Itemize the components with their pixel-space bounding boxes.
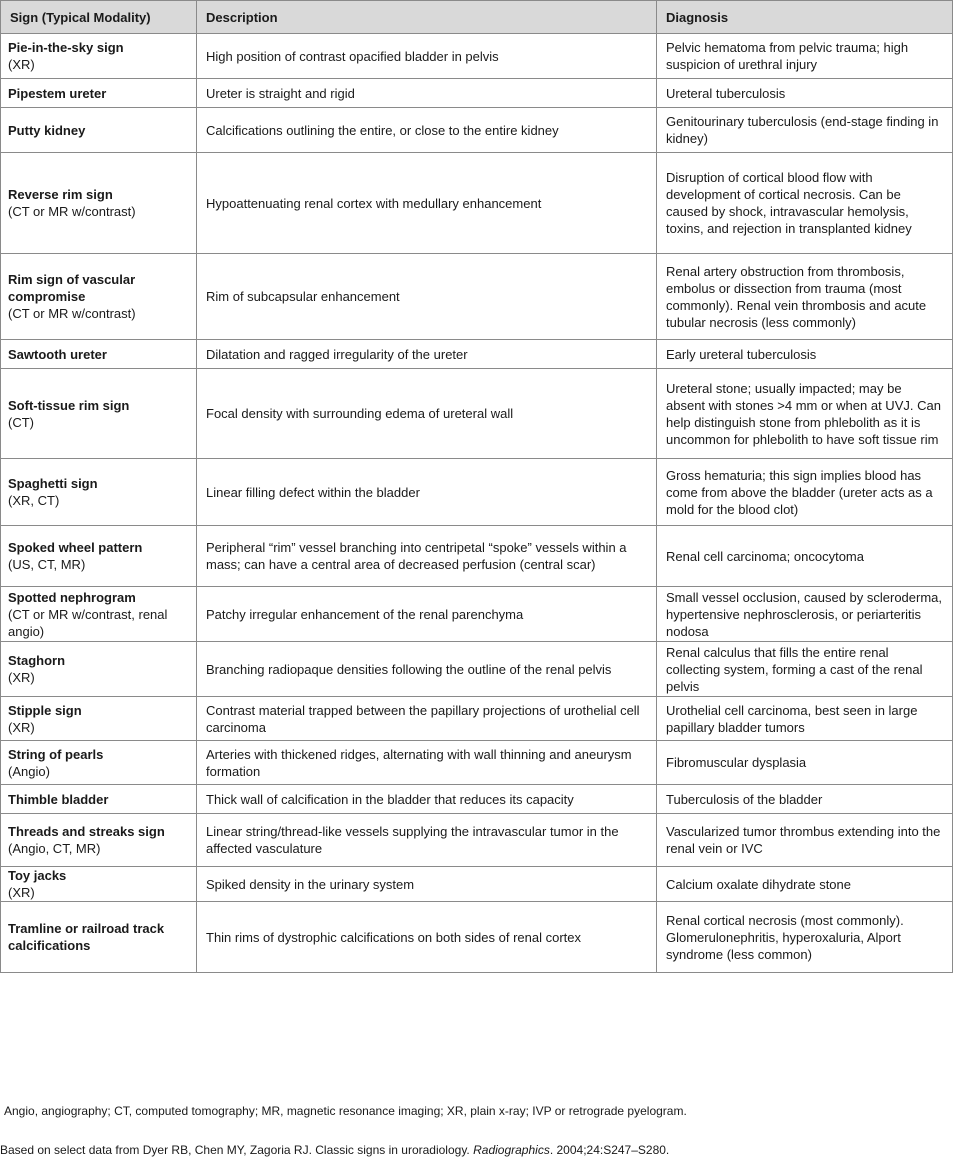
diagnosis-text: Tuberculosis of the bladder	[666, 791, 823, 807]
description-text: Patchy irregular enhancement of the renal parenchyma	[206, 606, 524, 622]
table-row	[1, 741, 953, 785]
diagnosis-text: Ureteral tuberculosis	[666, 85, 786, 101]
table-row	[1, 814, 953, 867]
sign-name: Staghorn	[8, 653, 66, 668]
table-row	[1, 79, 953, 108]
diagnosis-text: Urothelial cell carcinoma, best seen in large papillary bladder tumors	[666, 702, 918, 735]
diagnosis-text: Renal cortical necrosis (most commonly). Glomerulonephritis, hyperoxaluria, Alport syndrome (less common)	[666, 912, 904, 962]
sign-cell	[1, 526, 197, 587]
sign-cell	[1, 369, 197, 459]
diagnosis-text: Ureteral stone; usually impacted; may be absent with stones >4 mm or when at UVJ. Can help distinguish stone from phlebolith as it is uncommon for phlebolith to have soft tissue rim	[666, 380, 941, 447]
diagnosis-cell	[657, 79, 953, 108]
source-journal: Radiographics	[473, 1143, 550, 1157]
sign-modality: (CT or MR w/contrast)	[8, 306, 136, 321]
sign-cell	[1, 108, 197, 153]
description-text: Calcifications outlining the entire, or close to the entire kidney	[206, 122, 559, 138]
diagnosis-cell	[657, 741, 953, 785]
diagnosis-cell	[657, 254, 953, 340]
sign-name: Rim sign of vascular compromise	[8, 272, 136, 304]
sign-name: Threads and streaks sign	[8, 824, 165, 839]
sign-modality: (CT or MR w/contrast, renal angio)	[8, 606, 168, 639]
diagnosis-cell	[657, 34, 953, 79]
description-text: Focal density with surrounding edema of ureteral wall	[206, 406, 514, 421]
table-row	[1, 697, 953, 741]
source-suffix: . 2004;24:S247–S280.	[549, 1143, 670, 1157]
description-text: Thin rims of dystrophic calcifications on both sides of renal cortex	[206, 929, 582, 945]
sign-cell	[1, 741, 197, 785]
table-row	[1, 902, 953, 973]
sign-cell	[1, 459, 197, 526]
description-text: Branching radiopaque densities following the outline of the renal pelvis	[206, 661, 612, 677]
description-cell	[197, 79, 657, 108]
abbreviations-footnote: Angio, angiography; CT, computed tomography; MR, magnetic resonance imaging; XR, plain x-ray; IVP or retrograde pyelogram.	[4, 1104, 687, 1118]
table-row	[1, 785, 953, 814]
diagnosis-text: Renal cell carcinoma; oncocytoma	[666, 548, 864, 564]
description-cell	[197, 697, 657, 741]
sign-name: Pipestem ureter	[8, 85, 107, 101]
sign-modality: (XR)	[8, 719, 35, 735]
sign-cell	[1, 867, 197, 902]
diagnosis-text: Disruption of cortical blood flow with development of cortical necrosis. Can be caused by shock, intravascular hemolysis, toxins, and rejection in transplanted kidney	[666, 170, 912, 236]
diagnosis-text: Pelvic hematoma from pelvic trauma; high suspicion of urethral injury	[666, 40, 909, 72]
diagnosis-cell	[657, 526, 953, 587]
sign-name: Toy jacks	[8, 868, 67, 883]
description-cell	[197, 741, 657, 785]
description-cell	[197, 642, 657, 697]
description-text: Arteries with thickened ridges, alternating with wall thinning and aneurysm formation	[206, 746, 632, 779]
description-text: Dilatation and ragged irregularity of the ureter	[206, 346, 468, 362]
sign-cell	[1, 785, 197, 814]
sign-cell	[1, 254, 197, 340]
header-description: Description	[197, 1, 657, 34]
description-cell	[197, 254, 657, 340]
table-row	[1, 459, 953, 526]
source-citation	[0, 1142, 669, 1158]
description-text: Contrast material trapped between the papillary projections of urothelial cell carcinoma	[206, 702, 640, 735]
description-text: Ureter is straight and rigid	[206, 85, 355, 101]
diagnosis-text: Renal artery obstruction from thrombosis, embolus or dissection from trauma (most commonly). Renal vein thrombosis and acute tubular necrosis (less commonly)	[666, 263, 927, 330]
sign-cell	[1, 642, 197, 697]
sign-cell	[1, 587, 197, 642]
sign-cell	[1, 697, 197, 741]
table-body	[1, 34, 953, 973]
table-row	[1, 369, 953, 459]
table-row	[1, 867, 953, 902]
sign-name: Spaghetti sign	[8, 476, 98, 491]
sign-modality: (CT or MR w/contrast)	[8, 204, 136, 219]
description-cell	[197, 526, 657, 587]
sign-cell	[1, 340, 197, 369]
diagnosis-text: Fibromuscular dysplasia	[666, 755, 807, 770]
sign-modality: (XR)	[8, 885, 35, 900]
sign-name: Pie-in-the-sky sign	[8, 40, 124, 55]
sign-name: Soft-tissue rim sign	[8, 397, 130, 413]
description-cell	[197, 867, 657, 902]
description-cell	[197, 108, 657, 153]
description-text: Linear string/thread-like vessels supplying the intravascular tumor in the affected vasculature	[206, 824, 619, 856]
sign-cell	[1, 34, 197, 79]
description-cell	[197, 153, 657, 254]
sign-modality: (XR)	[8, 57, 35, 72]
sign-name: Spoked wheel pattern	[8, 540, 143, 555]
description-text: Spiked density in the urinary system	[206, 876, 415, 892]
table-row	[1, 642, 953, 697]
diagnosis-cell	[657, 340, 953, 369]
description-cell	[197, 34, 657, 79]
diagnosis-text: Gross hematuria; this sign implies blood has come from above the bladder (ureter acts as a mold for the blood clot)	[666, 467, 933, 517]
diagnosis-text: Vascularized tumor thrombus extending into the renal vein or IVC	[666, 824, 941, 856]
diagnosis-cell	[657, 153, 953, 254]
diagnosis-text: Calcium oxalate dihydrate stone	[666, 876, 851, 892]
diagnosis-cell	[657, 867, 953, 902]
sign-name: Putty kidney	[8, 122, 86, 138]
sign-cell	[1, 902, 197, 973]
sign-name: String of pearls	[8, 746, 104, 762]
table-row	[1, 34, 953, 79]
diagnosis-cell	[657, 697, 953, 741]
diagnosis-text: Small vessel occlusion, caused by scleroderma, hypertensive nephrosclerosis, or periarteritis nodosa	[666, 589, 943, 639]
sign-name: Thimble bladder	[8, 791, 109, 807]
table-row	[1, 587, 953, 642]
description-text: Peripheral “rim” vessel branching into centripetal “spoke” vessels within a mass; can have a central area of decreased perfusion (central scar)	[206, 540, 627, 572]
description-cell	[197, 814, 657, 867]
diagnosis-cell	[657, 814, 953, 867]
sign-modality: (US, CT, MR)	[8, 557, 86, 572]
sign-name: Reverse rim sign	[8, 187, 113, 202]
description-cell	[197, 459, 657, 526]
description-cell	[197, 785, 657, 814]
diagnosis-cell	[657, 642, 953, 697]
sign-name: Sawtooth ureter	[8, 346, 107, 362]
diagnosis-cell	[657, 108, 953, 153]
sign-modality: (Angio)	[8, 763, 50, 779]
sign-modality: (CT)	[8, 414, 34, 430]
sign-cell	[1, 153, 197, 254]
table-row	[1, 108, 953, 153]
sign-cell	[1, 79, 197, 108]
table-row	[1, 340, 953, 369]
header-sign: Sign (Typical Modality)	[1, 1, 197, 34]
description-cell	[197, 902, 657, 973]
table-row	[1, 254, 953, 340]
table-header-row	[1, 1, 953, 34]
sign-name: Spotted nephrogram	[8, 589, 136, 605]
diagnosis-cell	[657, 369, 953, 459]
sign-name: Stipple sign	[8, 702, 82, 718]
description-cell	[197, 340, 657, 369]
diagnosis-text: Renal calculus that fills the entire renal collecting system, forming a cast of the renal pelvis	[666, 644, 923, 694]
diagnosis-text: Early ureteral tuberculosis	[666, 346, 817, 362]
description-cell	[197, 369, 657, 459]
sign-cell	[1, 814, 197, 867]
source-prefix: Based on select data from Dyer RB, Chen MY, Zagoria RJ. Classic signs in uroradiology.	[0, 1143, 474, 1157]
sign-modality: (XR, CT)	[8, 493, 60, 508]
diagnosis-cell	[657, 902, 953, 973]
sign-modality: (Angio, CT, MR)	[8, 841, 101, 856]
header-diagnosis: Diagnosis	[657, 1, 953, 34]
diagnosis-text: Genitourinary tuberculosis (end-stage finding in kidney)	[666, 114, 939, 146]
description-cell	[197, 587, 657, 642]
diagnosis-cell	[657, 587, 953, 642]
diagnosis-cell	[657, 459, 953, 526]
description-text: Thick wall of calcification in the bladder that reduces its capacity	[206, 791, 574, 807]
table-row	[1, 153, 953, 254]
table-row	[1, 526, 953, 587]
description-text: High position of contrast opacified bladder in pelvis	[206, 48, 499, 64]
description-text: Rim of subcapsular enhancement	[206, 289, 400, 304]
description-text: Linear filling defect within the bladder	[206, 484, 420, 500]
sign-name: Tramline or railroad track calcifications	[8, 921, 165, 953]
description-text: Hypoattenuating renal cortex with medullary enhancement	[206, 195, 542, 211]
sign-modality: (XR)	[8, 670, 35, 685]
diagnosis-cell	[657, 785, 953, 814]
